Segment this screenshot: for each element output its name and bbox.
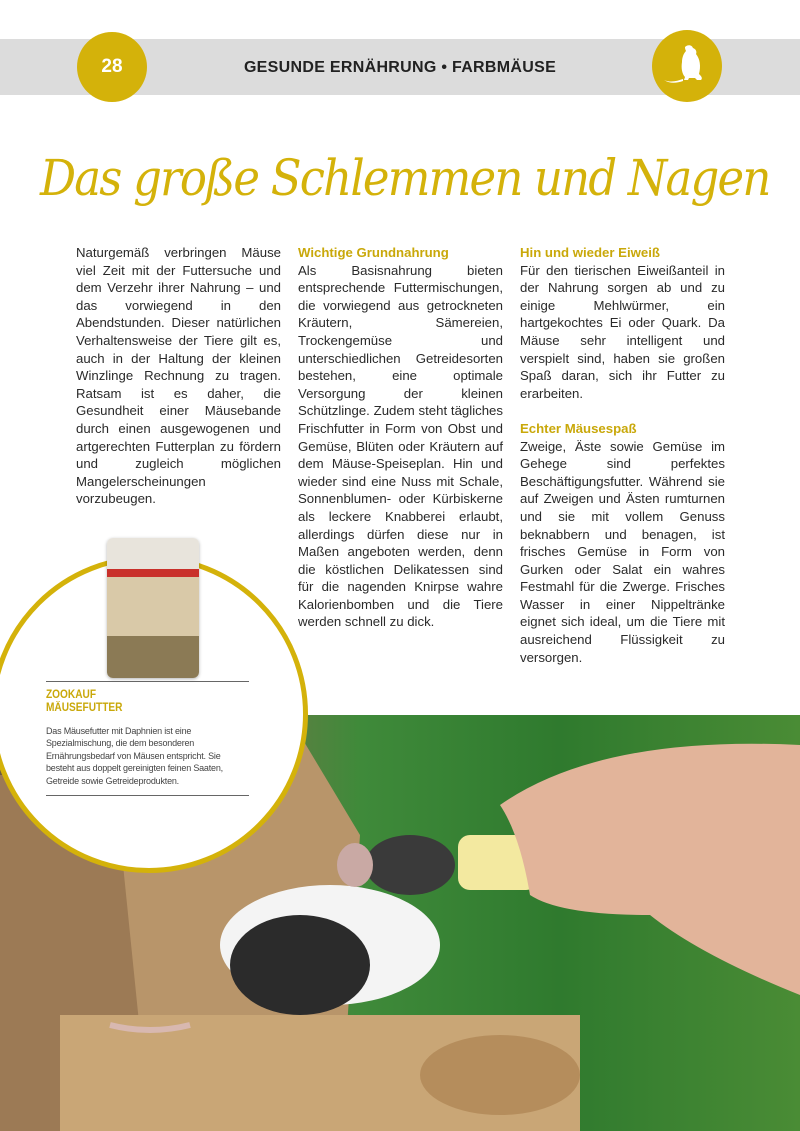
section-title: GESUNDE ERNÄHRUNG • FARBMÄUSE [243,59,557,76]
column-1 [76,244,281,526]
article-title: Das große Schlemmen und Nagen [40,149,770,207]
paragraph: Als Basisnahrung bieten entsprechende Futtermischungen, die vorwiegend aus getrockneten Kräutern, Sämereien, Trockengemüse und unterschiedlichen Getreidesorten bestehen, eine optimale Versorgung der kleinen Schützlinge. Zudem steht tägliches Frischfutter in Form von Obst und Gemüse, Blüten oder Kräutern auf dem Mäuse-Speiseplan. Hin und wieder sind eine Nuss mit Schale, Sonnenblumen- oder Kürbiskerne als leckere Knabberei erlaubt, allerdings dürfen diese nur in Maßen angeboten werden, denn die köstlichen Delikatessen sind für die nagenden Knirpse wahre Kalorienbomben und die Tiere werden schnell zu dick. [298,262,503,630]
column-2 [298,244,503,649]
mouse-icon [652,30,722,102]
paragraph: Für den tierischen Eiweißanteil in der Nahrung sorgen ab und zu einige Mehlwürmer, ein hartgekochtes Ei oder Quark. Da Mäuse sehr intelligent und verspielt sind, haben sie großen Spaß daran, sich ihr Futter zu erarbeiten. [520,262,725,401]
subheading: Hin und wieder Eiweiß [520,245,660,260]
column-3 [520,244,725,684]
product-image [107,538,199,678]
product-caption [46,681,249,796]
subheading: Wichtige Grundnahrung [298,245,449,260]
product-name-line2: MÄUSEFUTTER [46,702,123,714]
page-number: 28 [77,32,147,102]
intro-paragraph: Naturgemäß verbringen Mäuse viel Zeit mit der Futtersuche und dem Verzehr ihrer Nahrung – und das vorwiegend in den Abendstunden. Dieser natürlichen Verhaltensweise der Tiere gilt es, auch in der Haltung der kleinen Winzlinge Rechnung zu tragen. Ratsam ist es daher, die Gesundheit einer Mäusebande durch einen ausgewogenen und artgerechten Futterplan zu fördern und zugleich möglichen Mangelerscheinungen vorzubeugen. [76,245,281,507]
paragraph: Zweige, Äste sowie Gemüse im Gehege sind perfektes Beschäftigungsfutter. Während sie auf Zweigen und Ästen rumturnen und sie mit vollem Genuss beknabbern und benagen, ist frisches Gemüse in Form von Gurken oder Salat ein wahres Festmahl für die Zwerge. Frisches Wasser in einer Nippeltränke eignet sich ideal, um die Tiere mit ausreichend Flüssigkeit zu versorgen. [520,438,725,665]
subheading: Echter Mäusespaß [520,420,637,436]
product-description: Das Mäusefutter mit Daphnien ist eine Spezialmischung, die dem besonderen Ernährungsbedarf von Mäusen entspricht. Sie besteht aus doppelt gereinigten feinen Saaten, Getreide sowie Getreideprodukten. [46,726,223,786]
product-name-line1: ZOOKAUF [46,689,97,701]
